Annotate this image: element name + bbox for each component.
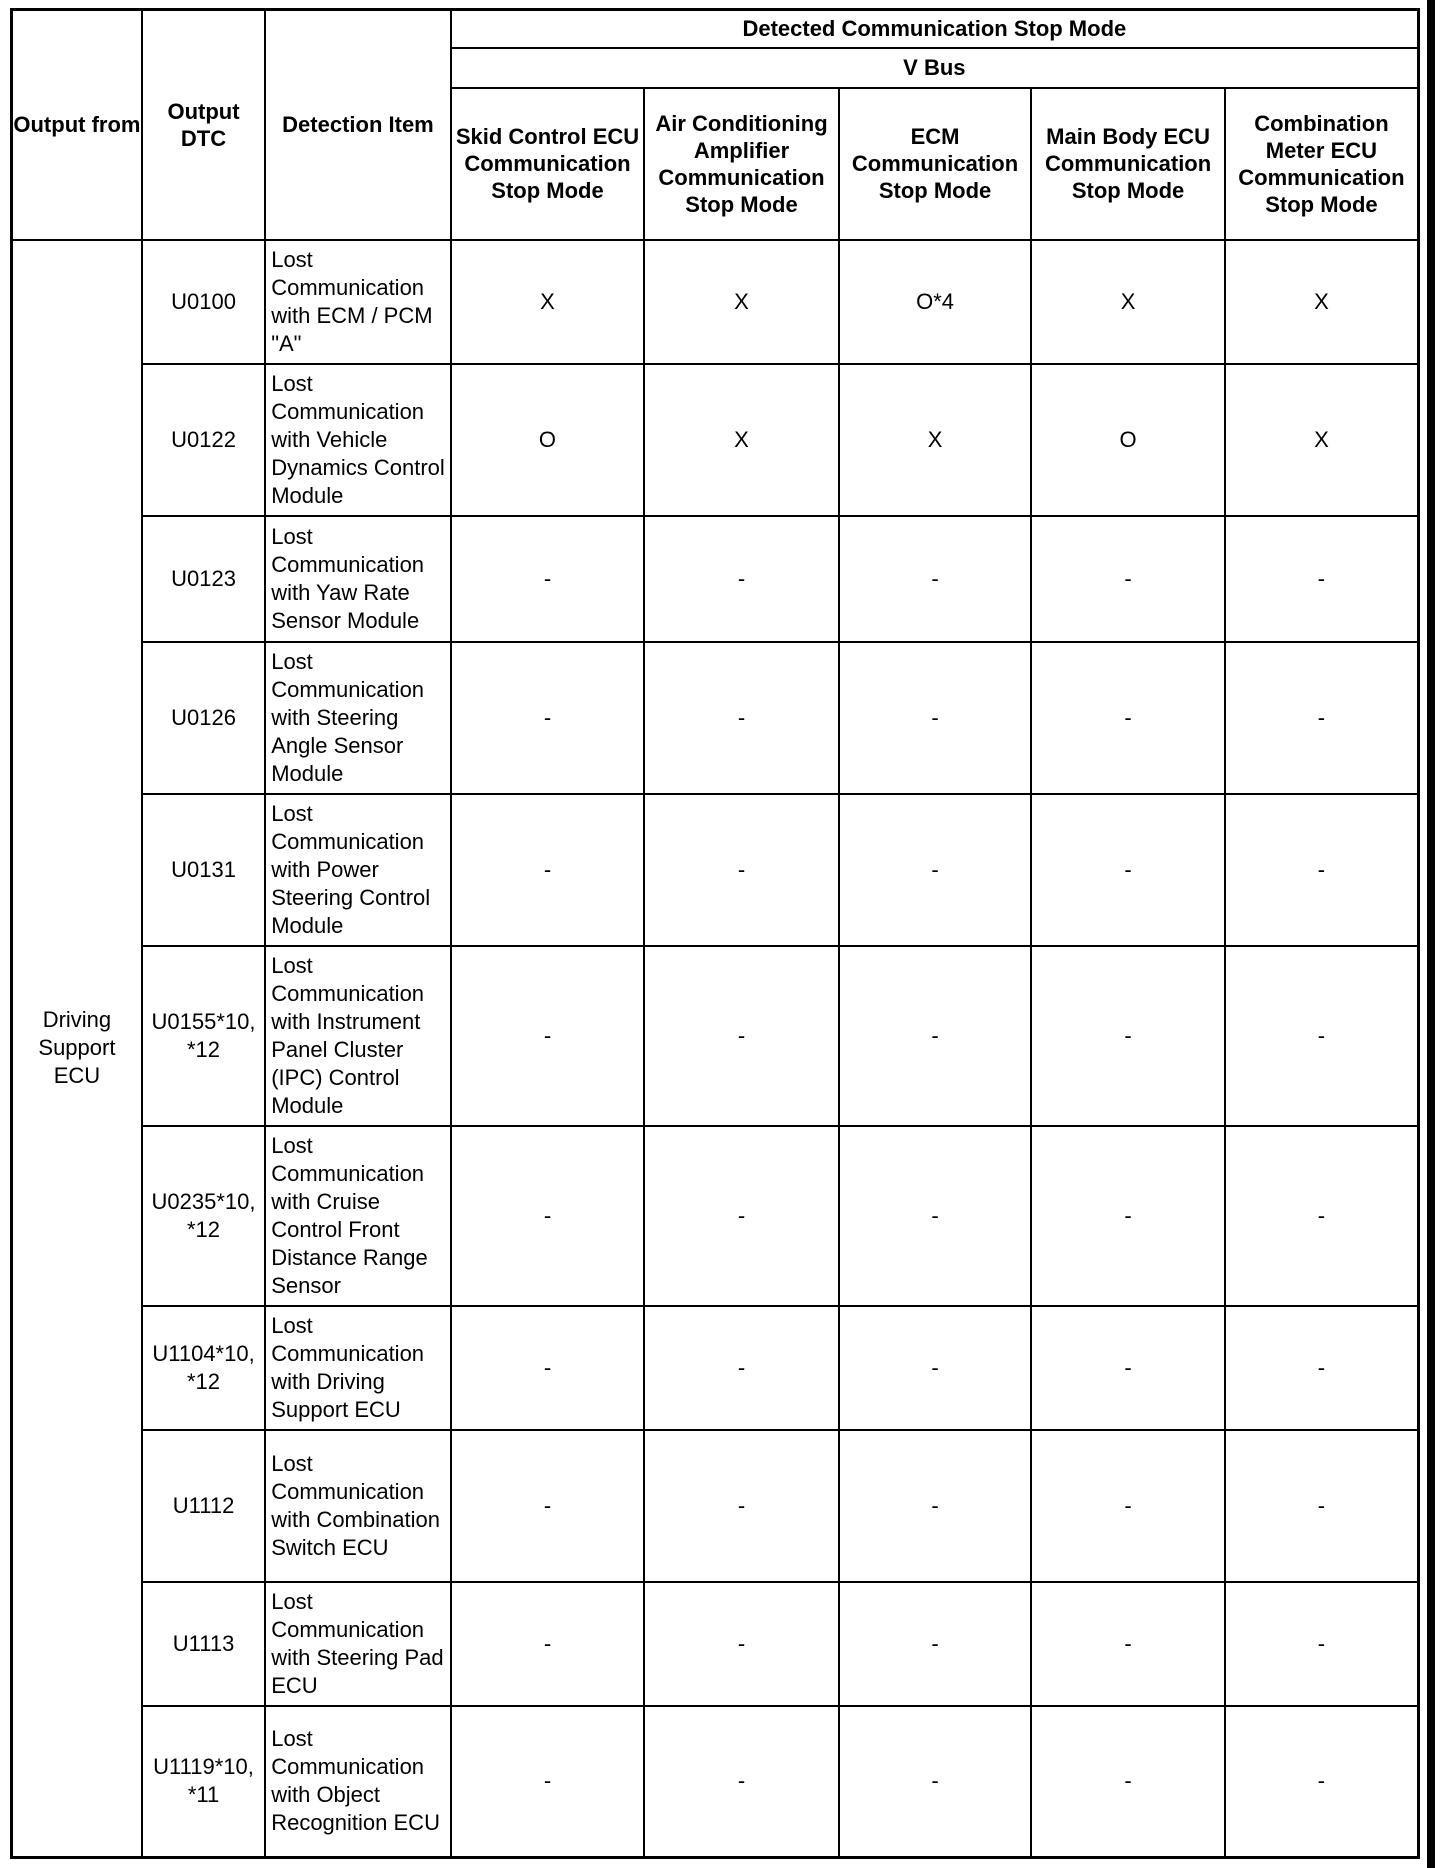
detection-item-cell: Lost Communication with Instrument Panel Cluster (IPC) Control Module: [265, 946, 451, 1126]
stop-mode-value-cell: -: [451, 1126, 645, 1306]
header-mode-air-conditioning: Air Conditioning Amplifier Communication Stop Mode: [644, 88, 839, 240]
table-row: [12, 1582, 1419, 1706]
dtc-code-cell: U0100: [142, 240, 265, 364]
stop-mode-value-cell: -: [1031, 946, 1225, 1126]
stop-mode-value-cell: -: [644, 1430, 839, 1582]
dtc-code-cell: U1104*10, *12: [142, 1306, 265, 1430]
dtc-code-cell: U0126: [142, 642, 265, 794]
stop-mode-value-cell: -: [839, 516, 1032, 642]
header-detected-stop-mode: Detected Communication Stop Mode: [451, 10, 1419, 48]
dtc-code-cell: U1113: [142, 1582, 265, 1706]
header-mode-skid-control: Skid Control ECU Communication Stop Mode: [451, 88, 645, 240]
stop-mode-value-cell: X: [1031, 240, 1225, 364]
stop-mode-value-cell: -: [1225, 1582, 1419, 1706]
table-row: [12, 516, 1419, 642]
detection-item-cell: Lost Communication with Steering Pad ECU: [265, 1582, 451, 1706]
stop-mode-value-cell: -: [451, 1430, 645, 1582]
detection-item-cell: Lost Communication with Steering Angle Sensor Module: [265, 642, 451, 794]
stop-mode-value-cell: -: [644, 794, 839, 946]
stop-mode-value-cell: -: [1031, 1306, 1225, 1430]
detection-item-cell: Lost Communication with Vehicle Dynamics Control Module: [265, 364, 451, 516]
header-mode-ecm: ECM Communication Stop Mode: [839, 88, 1032, 240]
header-mode-combination-meter: Combination Meter ECU Communication Stop Mode: [1225, 88, 1419, 240]
dtc-code-cell: U0235*10, *12: [142, 1126, 265, 1306]
detection-item-cell: Lost Communication with Driving Support ECU: [265, 1306, 451, 1430]
detection-item-cell: Lost Communication with Cruise Control Front Distance Range Sensor: [265, 1126, 451, 1306]
stop-mode-value-cell: -: [1225, 1306, 1419, 1430]
stop-mode-value-cell: -: [1225, 1126, 1419, 1306]
stop-mode-value-cell: -: [644, 1582, 839, 1706]
page-edge-bar: [1427, 0, 1435, 1868]
stop-mode-value-cell: -: [451, 516, 645, 642]
stop-mode-value-cell: O*4: [839, 240, 1032, 364]
stop-mode-value-cell: -: [1031, 1582, 1225, 1706]
detection-item-cell: Lost Communication with Power Steering Control Module: [265, 794, 451, 946]
header-mode-main-body: Main Body ECU Communication Stop Mode: [1031, 88, 1225, 240]
stop-mode-value-cell: -: [644, 642, 839, 794]
table-row: [12, 1126, 1419, 1306]
header-output-from: Output from: [12, 10, 142, 240]
stop-mode-value-cell: -: [451, 794, 645, 946]
stop-mode-value-cell: X: [644, 240, 839, 364]
table-row: [12, 1706, 1419, 1858]
stop-mode-value-cell: O: [1031, 364, 1225, 516]
dtc-code-cell: U1119*10, *11: [142, 1706, 265, 1858]
stop-mode-value-cell: -: [839, 1126, 1032, 1306]
stop-mode-value-cell: X: [644, 364, 839, 516]
header-detection-item: Detection Item: [265, 10, 451, 240]
stop-mode-value-cell: -: [644, 516, 839, 642]
stop-mode-value-cell: -: [1031, 1126, 1225, 1306]
stop-mode-value-cell: -: [1031, 1430, 1225, 1582]
header-v-bus: V Bus: [451, 48, 1419, 88]
stop-mode-value-cell: X: [451, 240, 645, 364]
stop-mode-value-cell: -: [451, 1706, 645, 1858]
stop-mode-value-cell: O: [451, 364, 645, 516]
stop-mode-value-cell: -: [839, 1706, 1032, 1858]
stop-mode-value-cell: X: [1225, 240, 1419, 364]
stop-mode-value-cell: -: [1031, 642, 1225, 794]
stop-mode-value-cell: -: [451, 946, 645, 1126]
stop-mode-value-cell: -: [839, 642, 1032, 794]
dtc-code-cell: U0131: [142, 794, 265, 946]
detection-item-cell: Lost Communication with Combination Switch ECU: [265, 1430, 451, 1582]
stop-mode-value-cell: -: [1031, 516, 1225, 642]
output-from-cell: Driving Support ECU: [12, 240, 142, 1858]
stop-mode-value-cell: -: [1225, 1706, 1419, 1858]
stop-mode-value-cell: -: [1225, 794, 1419, 946]
document-page: [10, 8, 1420, 1858]
header-output-dtc: Output DTC: [142, 10, 265, 240]
stop-mode-value-cell: -: [1031, 1706, 1225, 1858]
stop-mode-value-cell: -: [839, 794, 1032, 946]
dtc-code-cell: U0122: [142, 364, 265, 516]
stop-mode-value-cell: -: [644, 1306, 839, 1430]
detection-item-cell: Lost Communication with Object Recognition ECU: [265, 1706, 451, 1858]
stop-mode-value-cell: -: [451, 642, 645, 794]
stop-mode-value-cell: -: [839, 1582, 1032, 1706]
stop-mode-value-cell: -: [1225, 642, 1419, 794]
stop-mode-value-cell: -: [839, 946, 1032, 1126]
table-row: [12, 794, 1419, 946]
detection-item-cell: Lost Communication with Yaw Rate Sensor Module: [265, 516, 451, 642]
stop-mode-value-cell: -: [1225, 946, 1419, 1126]
table-row: [12, 946, 1419, 1126]
table-row: [12, 1306, 1419, 1430]
dtc-code-cell: U0123: [142, 516, 265, 642]
dtc-code-cell: U1112: [142, 1430, 265, 1582]
stop-mode-value-cell: -: [644, 1126, 839, 1306]
table-row: [12, 1430, 1419, 1582]
stop-mode-value-cell: -: [1225, 516, 1419, 642]
stop-mode-value-cell: -: [1225, 1430, 1419, 1582]
table-row: [12, 642, 1419, 794]
stop-mode-value-cell: X: [839, 364, 1032, 516]
stop-mode-value-cell: -: [644, 1706, 839, 1858]
detection-item-cell: Lost Communication with ECM / PCM "A": [265, 240, 451, 364]
stop-mode-value-cell: -: [839, 1430, 1032, 1582]
stop-mode-value-cell: -: [451, 1582, 645, 1706]
stop-mode-value-cell: -: [644, 946, 839, 1126]
stop-mode-value-cell: -: [839, 1306, 1032, 1430]
table-row: [12, 364, 1419, 516]
dtc-table: [10, 8, 1420, 1859]
stop-mode-value-cell: -: [1031, 794, 1225, 946]
dtc-code-cell: U0155*10, *12: [142, 946, 265, 1126]
table-row: [12, 240, 1419, 364]
stop-mode-value-cell: X: [1225, 364, 1419, 516]
table-body: [12, 240, 1419, 1858]
stop-mode-value-cell: -: [451, 1306, 645, 1430]
